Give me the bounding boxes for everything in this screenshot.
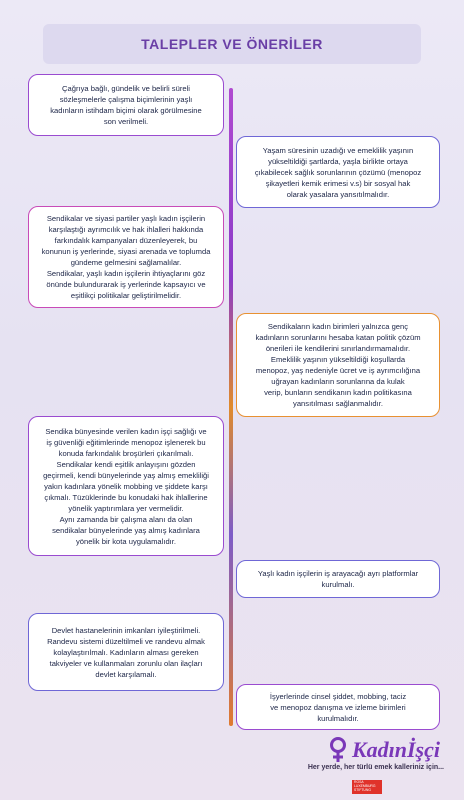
card-text: İşyerlerinde cinsel şiddet, mobbing, taciz ve menopoz danışma ve izleme birimleri kurulmalıdır. xyxy=(269,691,407,723)
card-text: Yaşlı kadın işçilerin iş arayacağı ayrı platformlar kurulmalı. xyxy=(257,569,419,589)
card-text: Devlet hastanelerinin imkanları iyileştirilmeli. Randevu sistemi düzeltilmeli ve randevu almak kolaylaştırılmalı. Kadınların alması gereken takviyeler ve kullanmaları zorunlu olan ilaçları devlet karşılamalı. xyxy=(47,625,205,679)
demand-card-8 xyxy=(236,684,440,730)
rosa-luxemburg-logo: ROSA LUXEMBURG STIFTUNG xyxy=(352,780,382,794)
card-text: Sendikaların kadın birimleri yalnızca genç kadınların sorunlarını hesaba katan politik çözüm önerileri ile kendilerini sınırlandırmamalıdır. Emeklilik yaşının yükseltildiği koşullarda menopoz, yaş nedeniyle ücret ve iş ayrımcılığına uğrayan kadınların sorunlarına da kulak verip, bunların sendikanın kadın politikasına yansıtılması sağlanmalıdır. xyxy=(255,322,421,408)
female-symbol-icon xyxy=(326,736,350,764)
logo-text: Kadınİşçi xyxy=(351,737,440,762)
demand-card-2 xyxy=(236,136,440,208)
demand-card-6 xyxy=(236,560,440,598)
card-text: Sendikalar ve siyasi partiler yaşlı kadın işçilerin karşılaştığı ayrımcılık ve hak ihlalleri hakkında farkındalık kampanyaları düzenleyerek, bu konunun iş yerlerinde, siyasi arenada ve toplumda gündeme gelmesini sağlamalılar. Sendikalar, yaşlı kadın işçilerin ihtiyaçlarını göz önünde bulundurarak iş yerlerinde kapsayıcı ve eşitlikçi politikalar geliştirilmelidir. xyxy=(41,214,211,300)
card-text: Yaşam süresinin uzadığı ve emeklilik yaşının yükseltildiği şartlarda, yaşla birlikte ortaya çıkabilecek sağlık sorunlarının çözümü (menopoz şikayetleri kemik erimesi v.s) bir sosyal hak olarak yasalara yansıtılmalıdır. xyxy=(254,145,422,199)
demand-card-5 xyxy=(28,416,224,556)
card-text: Sendika bünyesinde verilen kadın işçi sağlığı ve iş güvenliği eğitimlerinde menopoz işlenerek bu konuda farkındalık broşürleri çıkarılmalı. Sendikalar kendi eşitlik anlayışını gözden geçirmeli, kendi bünyelerinde yaş almış emekliliği yakın kadınlara yönelik mobbing ve şiddete karşı çıkmalı. Tüzüklerinde bu konudaki hak ihlallerine yönelik yaptırımlara yer vermelidir. Aynı zamanda bir çalışma alanı da olan sendikalar bünyelerinde yaş almış kadınlara yönelik bir kota uygulamalıdır. xyxy=(43,426,209,546)
title-banner xyxy=(43,24,421,64)
demand-card-1 xyxy=(28,74,224,136)
timeline-line xyxy=(229,88,233,726)
kadinisci-logo xyxy=(310,735,440,765)
tagline: Her yerde, her türlü emek kalleriniz için... xyxy=(307,764,444,771)
card-text: Çağrıya bağlı, gündelik ve belirli süreli sözleşmelerle çalışma biçimlerinin yaşlı kadınların istihdam biçimi olarak görülmesine son verilmeli. xyxy=(50,84,202,126)
demand-card-3 xyxy=(28,206,224,308)
demand-card-7 xyxy=(28,613,224,691)
page-title: TALEPLER VE ÖNERİLER xyxy=(141,36,323,52)
demand-card-4 xyxy=(236,313,440,417)
